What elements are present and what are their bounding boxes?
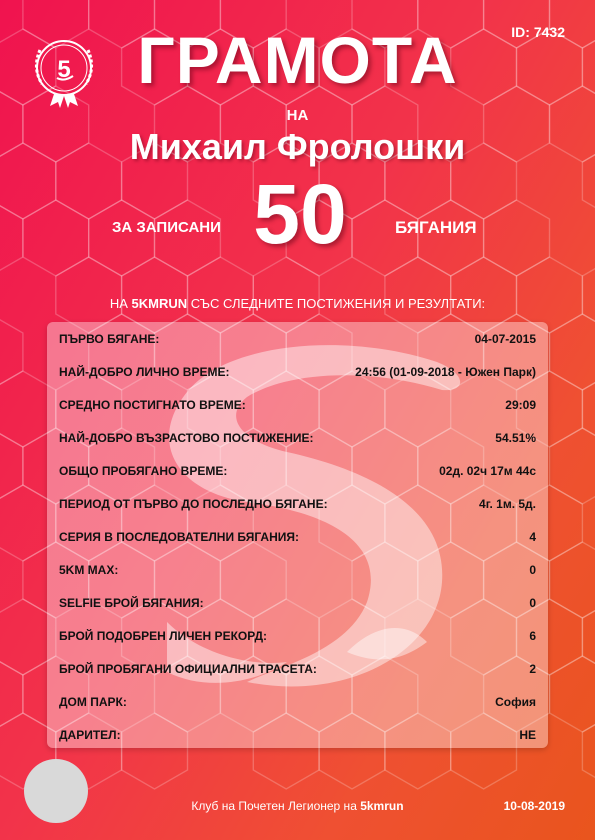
stat-value: 24:56 (01-09-2018 - Южен Парк) bbox=[355, 365, 536, 379]
stat-row bbox=[59, 692, 536, 712]
recipient-name: Михаил Фролошки bbox=[129, 126, 466, 167]
issue-date: 10-08-2019 bbox=[503, 799, 565, 813]
stat-row bbox=[59, 560, 536, 580]
stat-row bbox=[59, 725, 536, 745]
subtitle-brand: 5KMRUN bbox=[131, 296, 188, 311]
hexagon-shape bbox=[23, 200, 89, 276]
hexagon-shape bbox=[550, 542, 595, 618]
stat-value: 4г. 1м. 5д. bbox=[479, 497, 536, 511]
stat-row bbox=[59, 461, 536, 481]
hexagon-shape bbox=[582, 599, 595, 675]
stat-label: ДАРИТЕЛ: bbox=[59, 728, 121, 742]
stat-value: 2 bbox=[529, 662, 536, 676]
stat-label: ПЪРВО БЯГАНЕ: bbox=[59, 332, 160, 346]
subtitle-prefix: НА bbox=[109, 296, 132, 311]
stats-panel bbox=[47, 322, 548, 748]
stat-row bbox=[59, 428, 536, 448]
stat-value: 04-07-2015 bbox=[474, 332, 536, 346]
hexagon-shape bbox=[484, 200, 550, 276]
certificate-id: ID: 7432 bbox=[511, 24, 565, 40]
hexagon-shape bbox=[550, 656, 595, 732]
stat-label: SELFIE БРОЙ БЯГАНИЯ: bbox=[59, 596, 204, 610]
count-suffix: БЯГАНИЯ bbox=[395, 218, 477, 237]
stat-row bbox=[59, 395, 536, 415]
stat-label: ПЕРИОД ОТ ПЪРВО ДО ПОСЛЕДНО БЯГАНЕ: bbox=[59, 497, 328, 511]
hexagon-shape bbox=[418, 200, 484, 276]
hexagon-shape bbox=[0, 200, 23, 276]
stat-row bbox=[59, 362, 536, 382]
hexagon-shape bbox=[89, 200, 155, 276]
stat-value: 54.51% bbox=[495, 431, 536, 445]
footer-brand: 5kmrun bbox=[360, 799, 404, 813]
achievements-subtitle bbox=[0, 296, 595, 311]
stat-row bbox=[59, 329, 536, 349]
svg-text:5: 5 bbox=[57, 56, 71, 83]
stat-row bbox=[59, 593, 536, 613]
hexagon-shape bbox=[582, 713, 595, 789]
hexagon-shape bbox=[0, 428, 23, 504]
stat-label: СЕРИЯ В ПОСЛЕДОВАТЕЛНИ БЯГАНИЯ: bbox=[59, 530, 299, 544]
stat-row bbox=[59, 626, 536, 646]
stat-label: НАЙ-ДОБРО ЛИЧНО ВРЕМЕ: bbox=[59, 365, 230, 379]
hexagon-shape bbox=[550, 428, 595, 504]
stat-row bbox=[59, 659, 536, 679]
stat-label: ОБЩО ПРОБЯГАНО ВРЕМЕ: bbox=[59, 464, 228, 478]
hexagon-shape bbox=[582, 371, 595, 447]
certificate-title: ГРАМОТА bbox=[137, 23, 458, 97]
runs-count: 50 bbox=[253, 167, 347, 261]
stat-value: София bbox=[495, 695, 536, 709]
stat-value: 29:09 bbox=[505, 398, 536, 412]
stat-value: 0 bbox=[529, 596, 536, 610]
stat-row bbox=[59, 527, 536, 547]
stat-value: НЕ bbox=[519, 728, 536, 742]
stat-label: ДОМ ПАРК: bbox=[59, 695, 127, 709]
hexagon-shape bbox=[155, 200, 221, 276]
stat-value: 6 bbox=[529, 629, 536, 643]
stat-value: 4 bbox=[529, 530, 536, 544]
stat-label: СРЕДНО ПОСТИГНАТО ВРЕМЕ: bbox=[59, 398, 246, 412]
stat-label: БРОЙ ПРОБЯГАНИ ОФИЦИАЛНИ ТРАСЕТА: bbox=[59, 662, 317, 676]
stat-label: НАЙ-ДОБРО ВЪЗРАСТОВО ПОСТИЖЕНИЕ: bbox=[59, 431, 314, 445]
stat-value: 0 bbox=[529, 563, 536, 577]
stat-value: 02д. 02ч 17м 44с bbox=[439, 464, 536, 478]
stat-label: 5KM MAX: bbox=[59, 563, 119, 577]
hexagon-shape bbox=[0, 656, 23, 732]
hexagon-shape bbox=[550, 314, 595, 390]
avatar bbox=[24, 759, 88, 823]
preposition-label: НА bbox=[286, 107, 309, 124]
stat-label: БРОЙ ПОДОБРЕН ЛИЧЕН РЕКОРД: bbox=[59, 629, 268, 643]
hexagon-shape bbox=[0, 314, 23, 390]
subtitle-suffix: СЪС СЛЕДНИТЕ ПОСТИЖЕНИЯ И РЕЗУЛТАТИ: bbox=[187, 296, 486, 311]
hexagon-shape bbox=[582, 257, 595, 333]
stat-row bbox=[59, 494, 536, 514]
footer-prefix: Клуб на Почетен Легионер на bbox=[191, 799, 361, 813]
count-prefix: ЗА ЗАПИСАНИ bbox=[112, 219, 221, 236]
